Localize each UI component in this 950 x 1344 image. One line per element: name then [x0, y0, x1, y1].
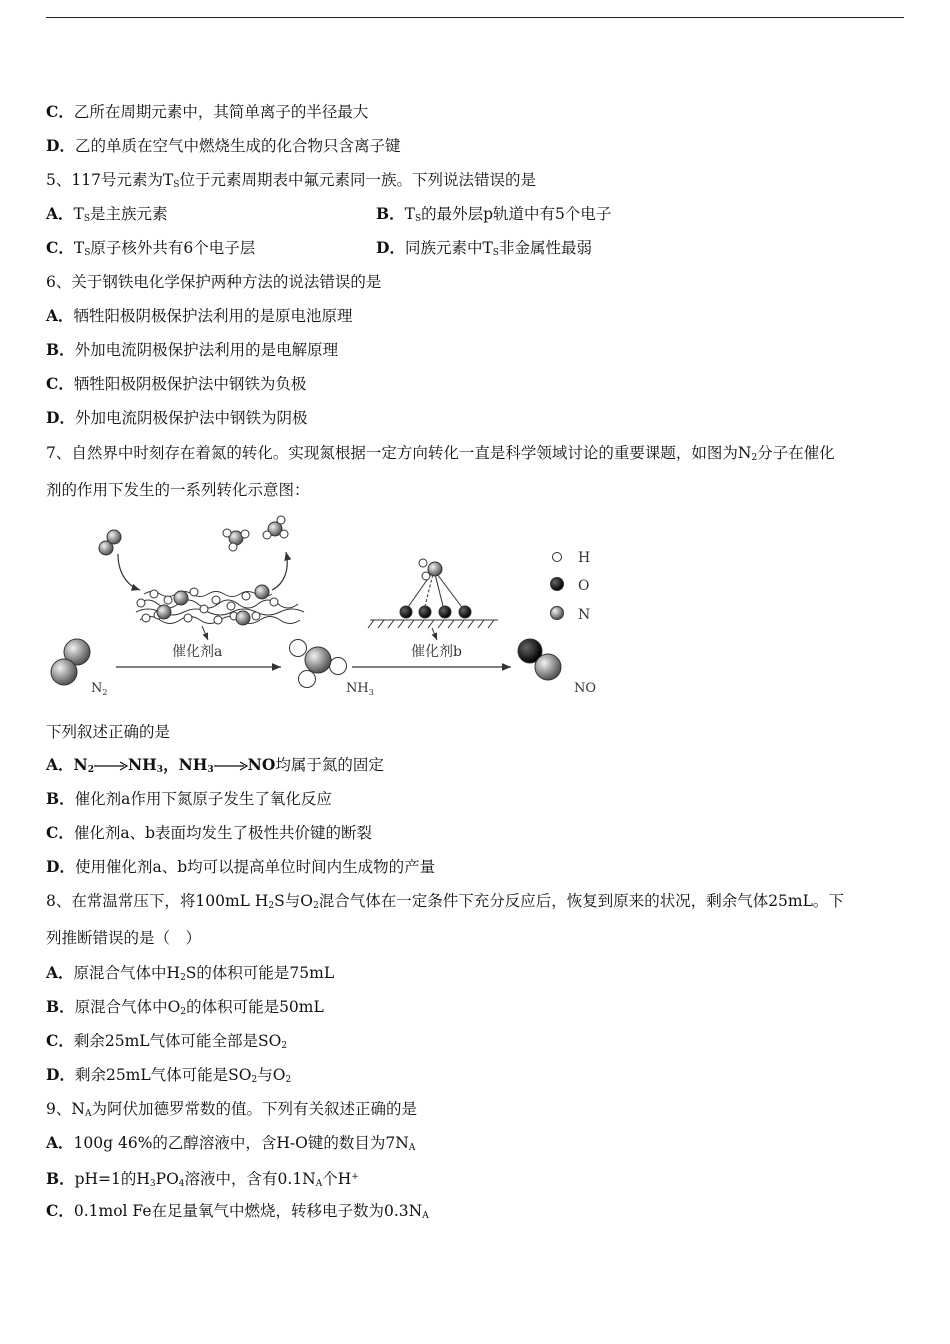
legend-n-swatch: [551, 607, 564, 620]
q5-option-a: A．$T_S$是主族元素: [46, 204, 168, 224]
n2-molecule: [51, 639, 90, 685]
q8-stem-line1: 8、在常温常压下，将100mL $H_2S$与$O_2$混合气体在一定条件下充分反应后，恢复到原来的状况，剩余气体25mL。下: [46, 892, 844, 911]
right-arrow-icon: [94, 761, 128, 771]
catalyst-a-label: 催化剂a: [172, 644, 223, 660]
q5-stem: 5、117号元素为$T_S$位于元素周期表中氟元素同一族。下列说法错误的是: [46, 171, 536, 190]
q7-stem-line2: 剂的作用下发生的一系列转化示意图：: [46, 481, 310, 499]
q9-option-c: C．0.1mol Fe在足量氧气中燃烧，转移电子数为$0.3N_A$: [46, 1201, 429, 1221]
q5-option-b: B．$T_S$的最外层p轨道中有5个电子: [376, 204, 612, 224]
q7-stem-line1: 7、自然界中时刻存在着氮的转化。实现氮根据一定方向转化一直是科学领域讨论的重要课题，如图为$N_2$分子在催化: [46, 444, 835, 463]
q5-option-c: C．$T_S$原子核外共有6个电子层: [46, 238, 256, 258]
q6-option-d: D．外加电流阴极保护法中钢铁为阴极: [46, 408, 308, 427]
q5-options-row2: [46, 238, 904, 263]
catalyst-b-label: 催化剂b: [411, 644, 462, 660]
q9-stem: 9、$N_A$为阿伏加德罗常数的值。下列有关叙述正确的是: [46, 1100, 417, 1119]
q8-option-a: A．原混合气体中$H_2S$的体积可能是75mL: [46, 963, 335, 983]
q6-option-c: C．牺牲阳极阴极保护法中钢铁为负极: [46, 374, 307, 393]
no-label: NO: [574, 681, 597, 696]
legend-o-swatch: [551, 578, 564, 591]
legend-n-label: N: [578, 607, 591, 623]
q9-option-a: A．100g 46%的乙醇溶液中，含H-O键的数目为$7N_A$: [46, 1133, 416, 1153]
q8-option-c: C．剩余25mL气体可能全部是$SO_2$: [46, 1031, 288, 1051]
q8-option-d: D．剩余25mL气体可能是$SO_2$与$O_2$: [46, 1065, 292, 1085]
no-molecule: [518, 639, 561, 680]
q4-option-c: C．乙所在周期元素中，其简单离子的半径最大: [46, 102, 369, 121]
leaving-nh3-molecules: [223, 516, 288, 551]
q6-option-a: A．牺牲阳极阴极保护法利用的是原电池原理: [46, 306, 353, 325]
catalyst-b-surface: [368, 559, 498, 628]
q6-stem: 6、关于钢铁电化学保护两种方法的说法错误的是: [46, 273, 382, 291]
q9-option-b: B．pH=1的$H_3PO_4$溶液中，含有$0.1N_A$个H+: [46, 1169, 359, 1189]
legend-h-label: H: [578, 550, 591, 566]
q7-prompt: 下列叙述正确的是: [46, 723, 171, 741]
q4-option-d: D．乙的单质在空气中燃烧生成的化合物只含离子键: [46, 136, 401, 155]
header-rule: [46, 17, 904, 18]
n2-label: $N_2$: [91, 681, 108, 697]
q5-option-d: D．同族元素中$T_S$非金属性最弱: [376, 238, 592, 258]
q6-option-b: B．外加电流阴极保护法利用的是电解原理: [46, 340, 339, 359]
legend-h-swatch: [553, 553, 562, 562]
nh3-molecule: [290, 640, 347, 688]
nh3-label: $NH_3$: [346, 681, 374, 697]
q7-option-c: C．催化剂a、b表面均发生了极性共价键的断裂: [46, 823, 373, 842]
q7-option-b: B．催化剂a作用下氮原子发生了氧化反应: [46, 789, 332, 808]
q8-stem-line2: 列推断错误的是（ ）: [46, 929, 202, 947]
q7-option-d: D．使用催化剂a、b均可以提高单位时间内生成物的产量: [46, 857, 436, 876]
nitrogen-conversion-figure: [46, 512, 606, 708]
right-arrow-icon: [214, 761, 248, 771]
q8-option-b: B．原混合气体中$O_2$的体积可能是50mL: [46, 997, 324, 1017]
legend: [551, 553, 564, 620]
incoming-n2-molecule: [99, 530, 121, 555]
q7-option-a: A．$N_2$ $NH_3$，$NH_3$ NO均属于氮的固定: [46, 755, 384, 775]
legend-o-label: O: [578, 578, 590, 594]
q5-options-row1: [46, 204, 904, 229]
